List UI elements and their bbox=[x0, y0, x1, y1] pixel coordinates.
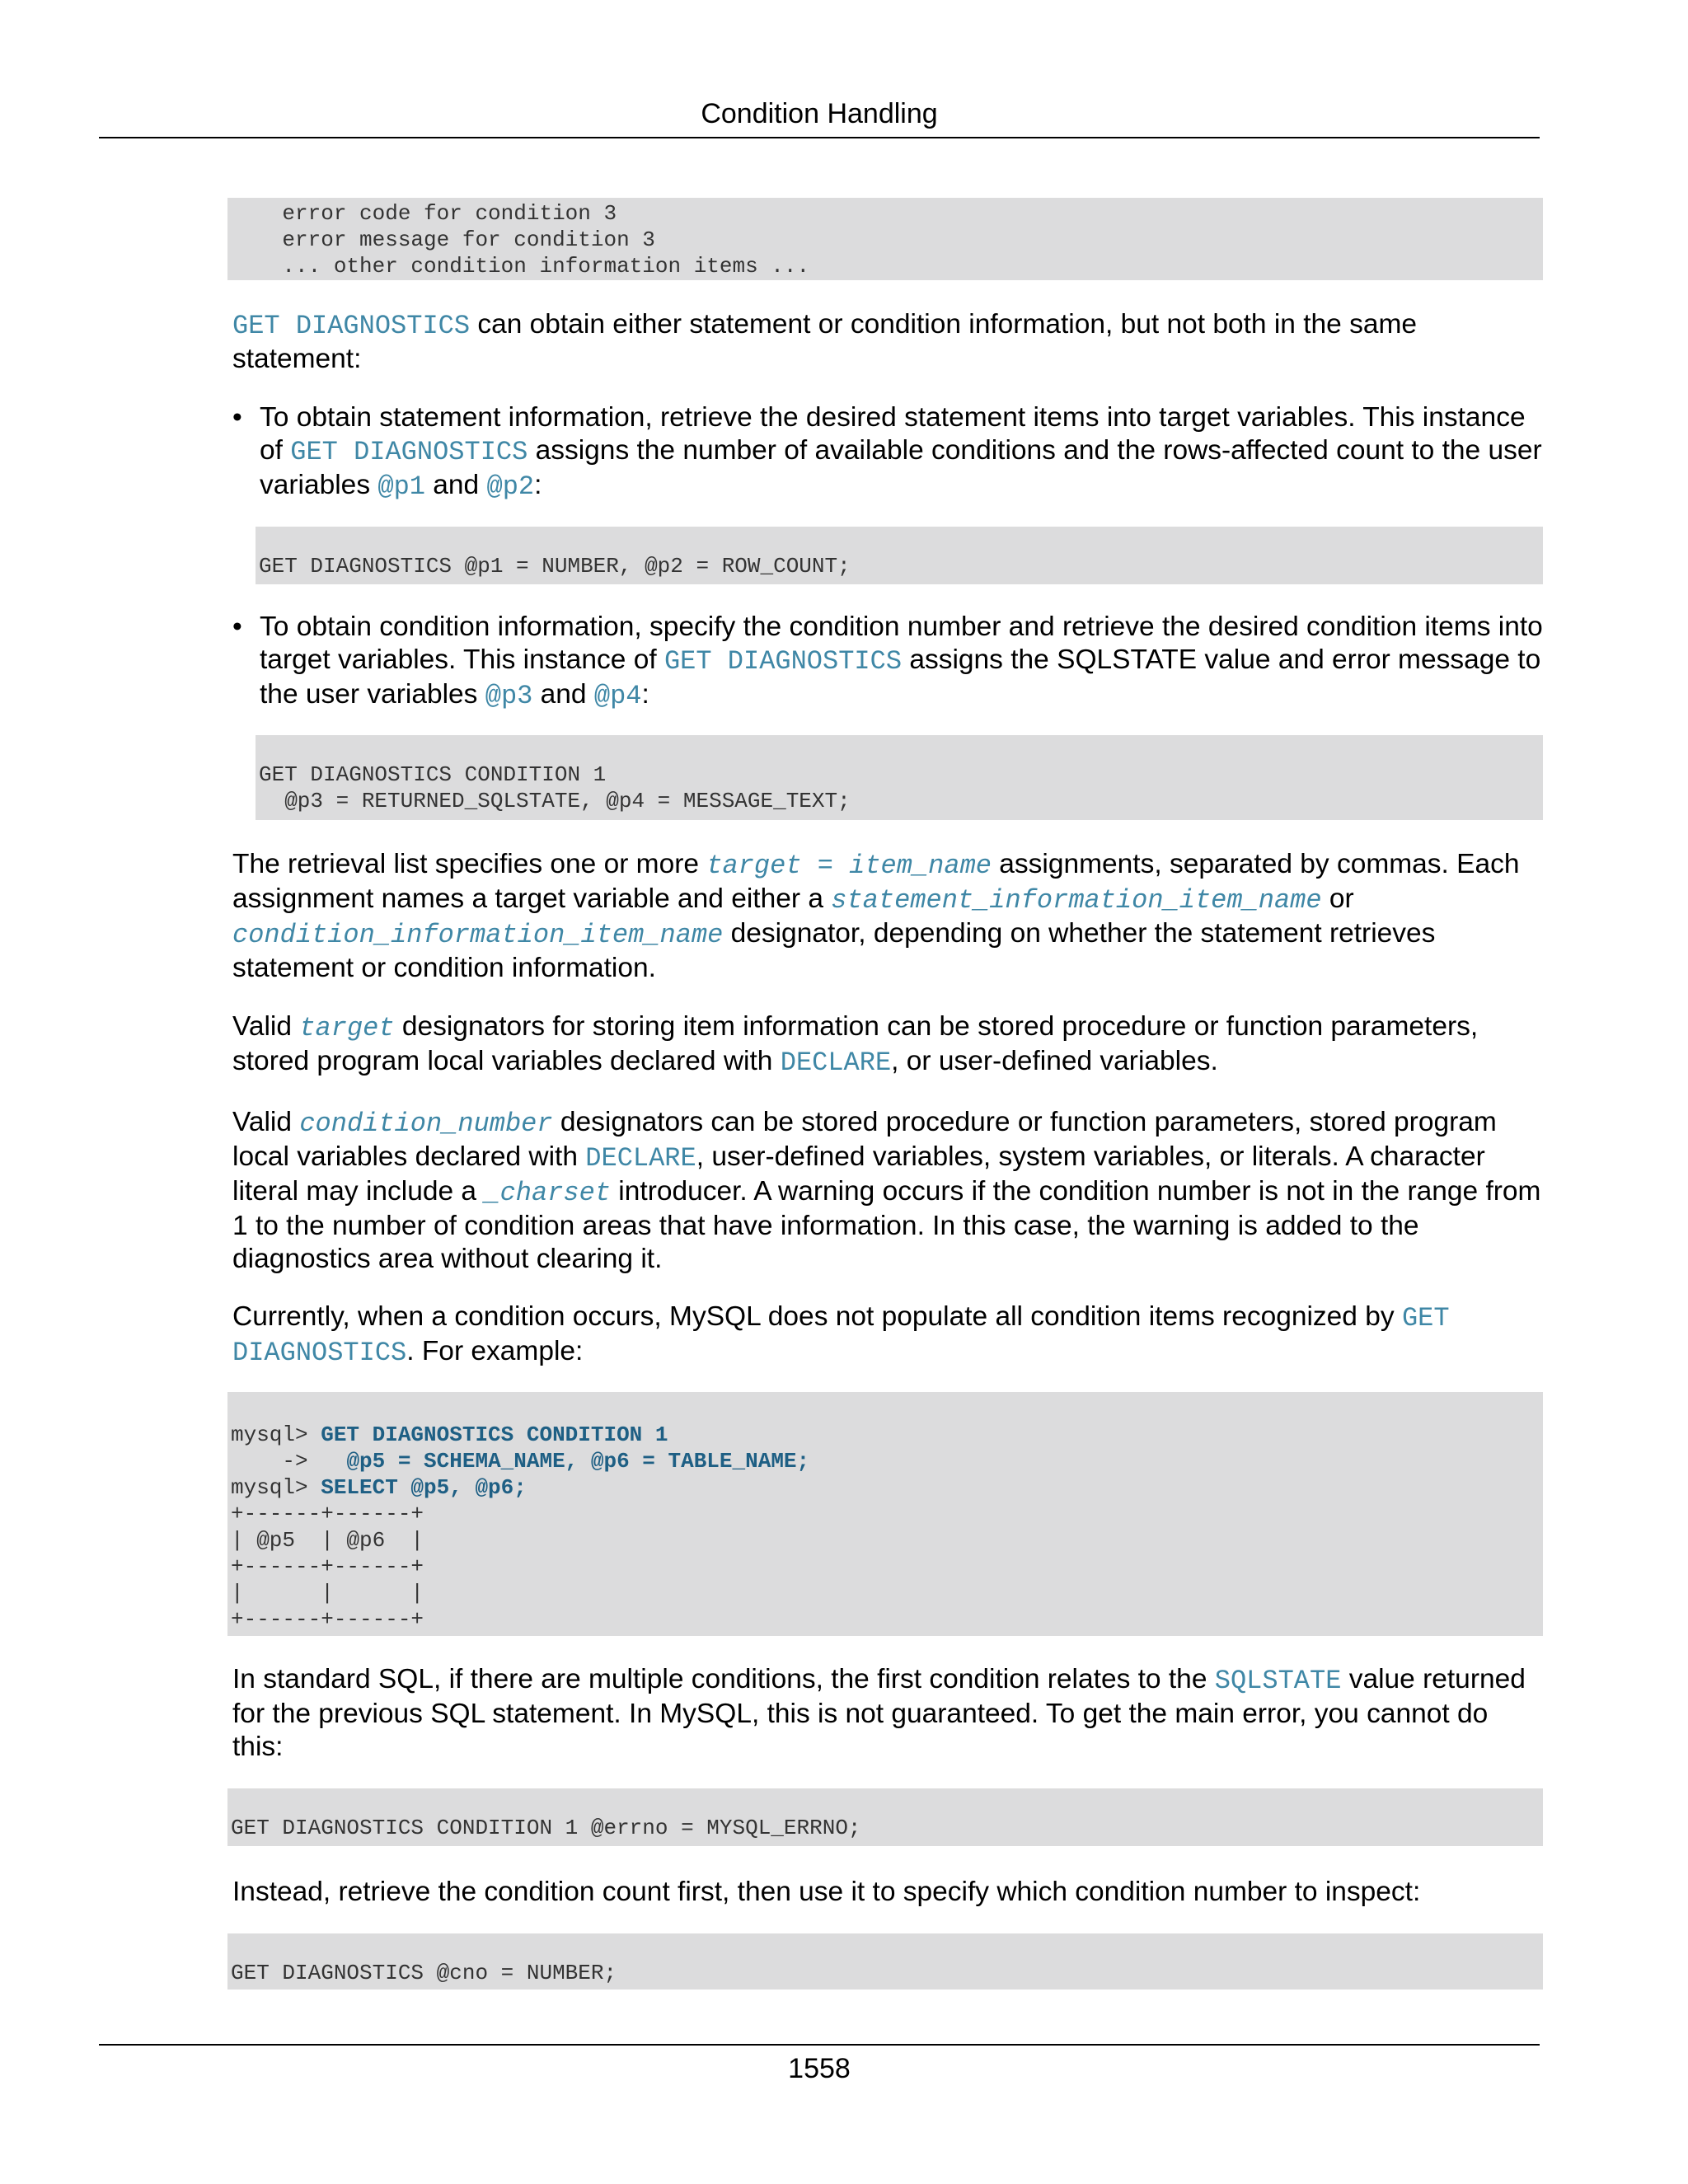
literal-declare: DECLARE bbox=[780, 1047, 892, 1078]
literal-get-diagnostics: GET DIAGNOSTICS bbox=[232, 311, 471, 341]
paragraph-retrieval-list bbox=[232, 848, 1543, 985]
text: value returned for the previous SQL statement. In MySQL, this is not guaranteed. To get the main error, you cannot do this: bbox=[232, 1664, 1526, 1762]
literal-get-diagnostics: GET DIAGNOSTICS bbox=[663, 646, 903, 677]
text: introducer. A warning occurs if the condition number is not in the range from 1 to the number of condition areas that have information. In this case, the warning is added to the diagnostics area without clearing it. bbox=[232, 1176, 1541, 1274]
code-block-errno bbox=[227, 1788, 1543, 1846]
literal-p1: @p1 bbox=[377, 471, 425, 502]
code-line: error message for condition 3 bbox=[231, 227, 655, 252]
paragraph-currently bbox=[232, 1301, 1543, 1370]
literal-p4: @p4 bbox=[593, 681, 642, 711]
text: or bbox=[1321, 883, 1354, 914]
code-line: @p3 = RETURNED_SQLSTATE, @p4 = MESSAGE_TEXT; bbox=[259, 789, 851, 813]
output-line: +------+------+ bbox=[231, 1502, 424, 1526]
output-line: +------+------+ bbox=[231, 1607, 424, 1632]
output-line: | @p5 | @p6 | bbox=[231, 1528, 424, 1553]
text: assigns the SQLSTATE value and error message to the user variables bbox=[260, 644, 1541, 710]
text: designators for storing item information can be stored procedure or function parameters, stored program local variables declared with bbox=[232, 1011, 1479, 1076]
code-block-statement-info bbox=[256, 527, 1543, 584]
text: designators can be stored procedure or function parameters, stored program local variables declared with bbox=[232, 1107, 1497, 1172]
replaceable-condition-number: condition_number bbox=[299, 1108, 553, 1139]
code-line: ... other condition information items ... bbox=[231, 254, 810, 279]
text: and bbox=[424, 470, 487, 500]
output-line: +------+------+ bbox=[231, 1554, 424, 1579]
text: assignments, separated by commas. Each assignment names a target variable and either a bbox=[232, 849, 1520, 914]
text: : bbox=[641, 679, 649, 710]
text: Currently, when a condition occurs, MySQL does not populate all condition items recognized by bbox=[232, 1301, 1402, 1332]
paragraph-get-diagnostics-intro bbox=[232, 308, 1543, 376]
code-block-condition-info bbox=[227, 198, 1543, 280]
literal-declare: DECLARE bbox=[585, 1143, 696, 1174]
replaceable-charset: _charset bbox=[484, 1178, 611, 1208]
text: : bbox=[534, 470, 542, 500]
text: assigns the number of available conditions and the rows-affected count to the user variables bbox=[260, 435, 1542, 500]
literal-sqlstate: SQLSTATE bbox=[1214, 1666, 1342, 1696]
paragraph-valid-condition-number bbox=[232, 1106, 1543, 1276]
paragraph-valid-target bbox=[232, 1010, 1543, 1080]
text: can obtain either statement or condition information, but not both in the same bbox=[470, 309, 1418, 340]
text: Instead, retrieve the condition count first, then use it to specify which condition number to inspect: bbox=[232, 1877, 1421, 1907]
page-header-title: Condition Handling bbox=[701, 98, 938, 129]
text: . For example: bbox=[406, 1336, 584, 1366]
code-block-condition-example bbox=[256, 735, 1543, 820]
code-line: GET DIAGNOSTICS @cno = NUMBER; bbox=[231, 1961, 617, 1985]
code-line: GET DIAGNOSTICS @p1 = NUMBER, @p2 = ROW_COUNT; bbox=[259, 554, 851, 579]
literal-get-diagnostics: GET DIAGNOSTICS bbox=[232, 1303, 1450, 1368]
code-line: GET DIAGNOSTICS CONDITION 1 @errno = MYSQL_ERRNO; bbox=[231, 1816, 861, 1840]
bullet-icon: • bbox=[232, 612, 242, 642]
code-line: GET DIAGNOSTICS CONDITION 1 bbox=[259, 762, 607, 787]
replaceable-condition-information-item-name: condition_information_item_name bbox=[232, 920, 724, 950]
prompt: mysql> bbox=[231, 1422, 321, 1447]
list-item-text bbox=[260, 401, 1545, 504]
prompt: mysql> bbox=[231, 1475, 321, 1500]
command: GET DIAGNOSTICS CONDITION 1 bbox=[321, 1422, 668, 1447]
literal-p2: @p2 bbox=[486, 471, 535, 502]
text: To obtain statement information, retrieve the desired statement items into target variables. This instance of bbox=[260, 402, 1526, 466]
code-block-mysql-session bbox=[227, 1392, 1543, 1636]
text: , user-defined variables, system variables, or literals. A character literal may include a bbox=[232, 1141, 1485, 1207]
code-line: error code for condition 3 bbox=[231, 201, 617, 226]
code-block-cno bbox=[227, 1933, 1543, 1990]
text: To obtain condition information, specify the condition number and retrieve the desired condition items into target variables. This instance of bbox=[260, 612, 1543, 675]
bullet-icon: • bbox=[232, 402, 242, 433]
paragraph-instead bbox=[232, 1876, 1543, 1909]
text: In standard SQL, if there are multiple conditions, the first condition relates to the bbox=[232, 1664, 1215, 1694]
text: The retrieval list specifies one or more bbox=[232, 849, 707, 879]
command: SELECT @p5, @p6; bbox=[321, 1475, 527, 1500]
text: and bbox=[532, 679, 594, 710]
text: Valid bbox=[232, 1011, 300, 1042]
text: designator, depending on whether the statement retrieves statement or condition information. bbox=[232, 918, 1436, 983]
literal-p3: @p3 bbox=[485, 681, 533, 711]
text: , or user-defined variables. bbox=[891, 1046, 1218, 1076]
page-number: 1558 bbox=[788, 2053, 851, 2084]
prompt: -> bbox=[231, 1449, 347, 1474]
footer-rule bbox=[99, 2044, 1540, 2046]
replaceable-target: target bbox=[299, 1013, 395, 1043]
header-rule bbox=[99, 137, 1540, 138]
text: Valid bbox=[232, 1107, 300, 1137]
literal-get-diagnostics: GET DIAGNOSTICS bbox=[290, 437, 528, 467]
command: @p5 = SCHEMA_NAME, @p6 = TABLE_NAME; bbox=[346, 1449, 810, 1474]
paragraph-standard-sql bbox=[232, 1663, 1543, 1764]
text: statement: bbox=[232, 344, 362, 374]
replaceable-statement-information-item-name: statement_information_item_name bbox=[831, 885, 1322, 916]
list-item-text bbox=[260, 611, 1545, 713]
replaceable-target-item-name: target = item_name bbox=[706, 851, 992, 881]
output-line: | | | bbox=[231, 1581, 424, 1605]
